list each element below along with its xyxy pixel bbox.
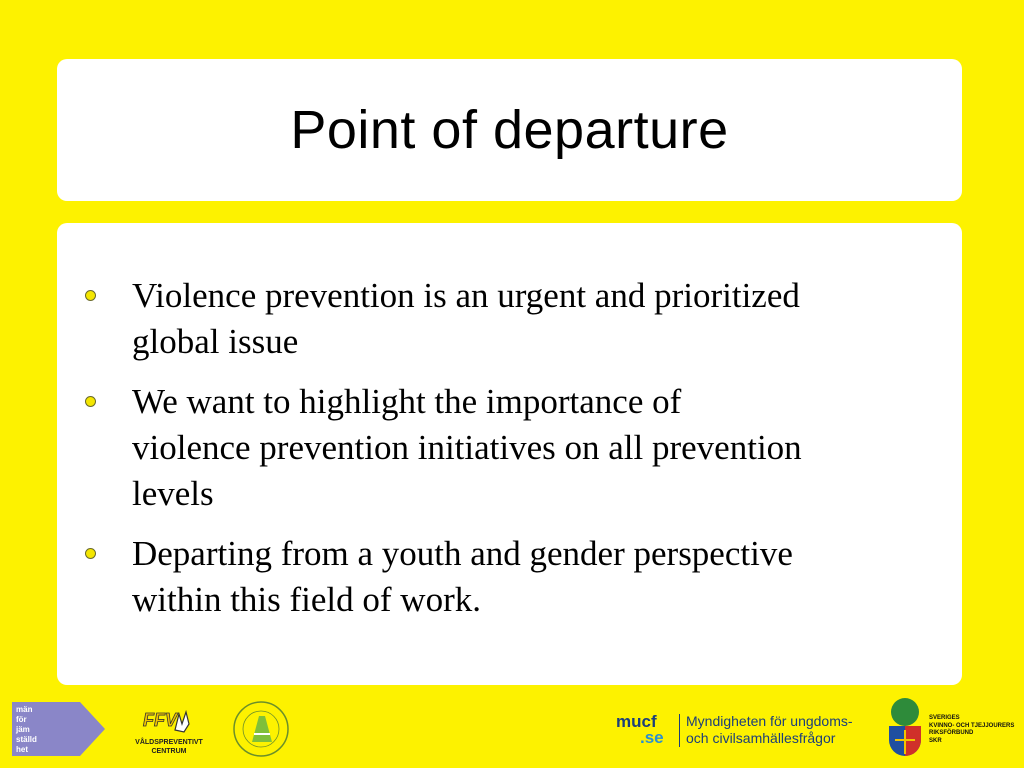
bullet-text: Departing from a youth and gender perspective within this field of work. (132, 534, 793, 619)
ffv-caption: VÅLDSPREVENTIVT CENTRUM (135, 739, 203, 755)
bullet-text: Violence prevention is an urgent and prioritized global issue (132, 276, 800, 361)
man-logo-text: män för jäm ställd het (16, 705, 37, 754)
slide-title: Point of departure (290, 100, 729, 160)
bullet-icon (85, 548, 96, 559)
mucf-wordmark: mucf (616, 712, 657, 731)
arvsfonden-seal-icon (232, 700, 290, 758)
vaLdspreventivt-centrum-logo (133, 700, 205, 760)
bullet-item (85, 379, 805, 517)
ffv-mark-icon (133, 700, 205, 740)
content-panel (57, 223, 962, 685)
bullet-item (85, 273, 805, 365)
bullet-text: We want to highlight the importance of violence prevention initiatives on all prevention levels (132, 382, 802, 513)
footer-logo-bar (0, 688, 1024, 768)
skr-logo (885, 696, 1015, 758)
mucf-logo (616, 712, 866, 752)
title-panel (57, 59, 962, 201)
mucf-domain: .se (640, 728, 664, 747)
man-for-jamstalldhet-logo (12, 702, 105, 756)
bullet-item (85, 531, 805, 623)
skr-emblem-icon (885, 696, 927, 758)
arvsfonden-logo (232, 700, 290, 758)
bullet-list (85, 273, 805, 637)
mucf-divider (679, 714, 680, 747)
skr-text: SVERIGES KVINNO- OCH TJEJJOURERS RIKSFÖRBUND SKR (929, 715, 1015, 744)
bullet-icon (85, 290, 96, 301)
mucf-description: Myndigheten för ungdoms- och civilsamhällesfrågor (686, 713, 853, 746)
ffv-mark-text: FFV (143, 710, 177, 730)
bullet-icon (85, 396, 96, 407)
